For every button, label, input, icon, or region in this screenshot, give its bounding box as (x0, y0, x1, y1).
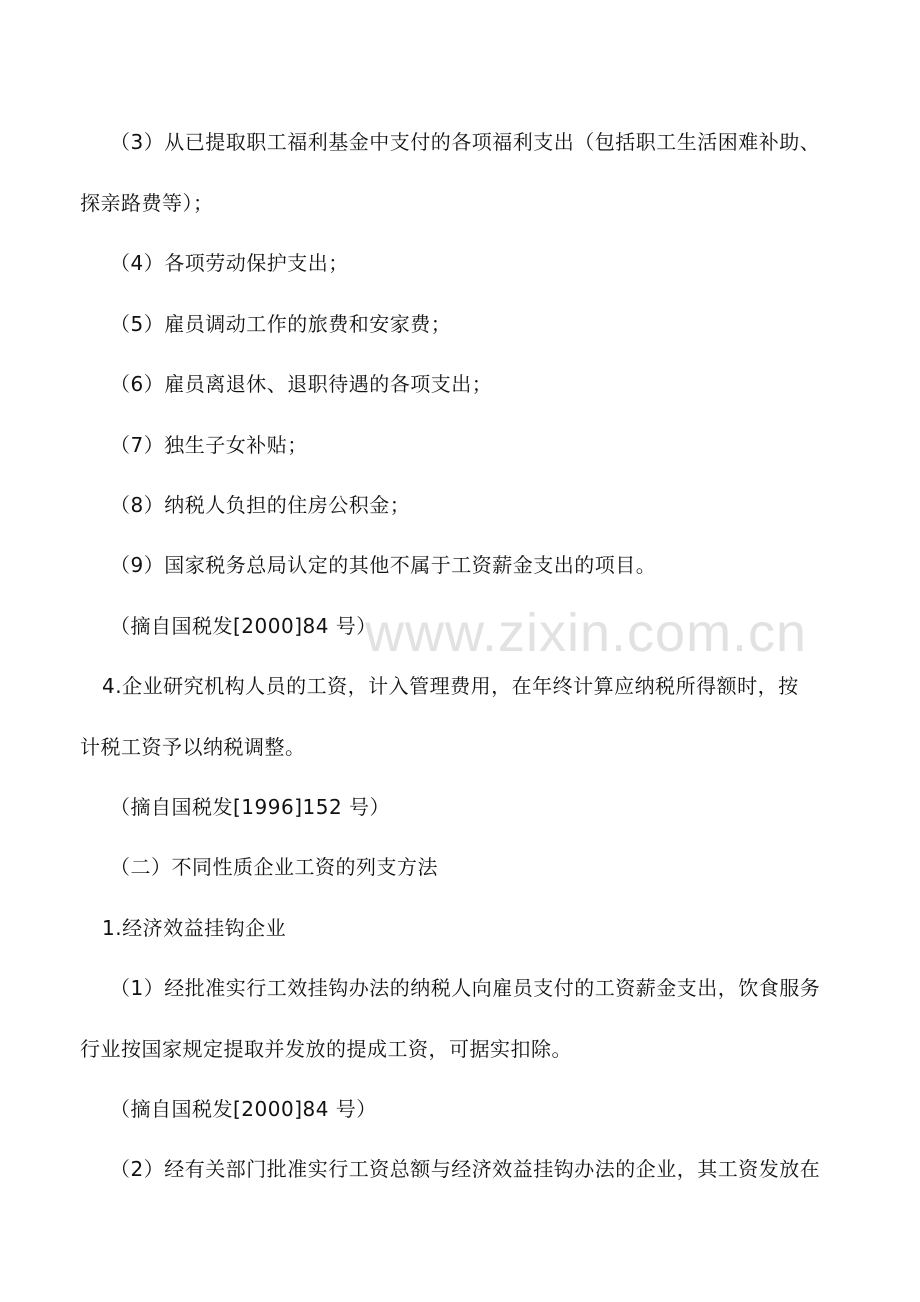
paragraph-item-7: （7）独生子女补贴； (110, 433, 308, 457)
source-citation: （摘自国税发[1996]152 号） (110, 795, 391, 819)
paragraph-item-5: （5）雇员调动工作的旅费和安家费； (110, 312, 452, 336)
paragraph-item-9: （9）国家税务总局认定的其他不属于工资薪金支出的项目。 (110, 553, 657, 577)
paragraph-item-1-continued: 行业按国家规定提取并发放的提成工资，可据实扣除。 (80, 1037, 572, 1061)
subsection-heading: 1.经济效益挂钩企业 (102, 916, 287, 940)
paragraph-item-3-continued: 探亲路费等）； (80, 191, 214, 215)
paragraph-item-3: （3）从已提取职工福利基金中支付的各项福利支出（包括职工生活困难补助、 (110, 130, 821, 154)
paragraph-item-8: （8）纳税人负担的住房公积金； (110, 493, 411, 517)
source-citation: （摘自国税发[2000]84 号） (110, 614, 377, 638)
paragraph-item-2: （2）经有关部门批准实行工资总额与经济效益挂钩办法的企业，其工资发放在 (110, 1157, 821, 1181)
paragraph-item-6: （6）雇员离退休、退职待遇的各项支出； (110, 372, 493, 396)
watermark-text: www.zixin.com.cn (365, 603, 808, 663)
source-citation: （摘自国税发[2000]84 号） (110, 1097, 377, 1121)
paragraph-item-1: （1）经批准实行工效挂钩办法的纳税人向雇员支付的工资薪金支出，饮食服务 (110, 976, 821, 1000)
paragraph-section-4: 4.企业研究机构人员的工资，计入管理费用，在年终计算应纳税所得额时，按 (102, 674, 799, 698)
paragraph-item-4: （4）各项劳动保护支出； (110, 251, 349, 275)
section-heading: （二）不同性质企业工资的列支方法 (110, 855, 438, 879)
paragraph-section-4-continued: 计税工资予以纳税调整。 (80, 735, 306, 759)
